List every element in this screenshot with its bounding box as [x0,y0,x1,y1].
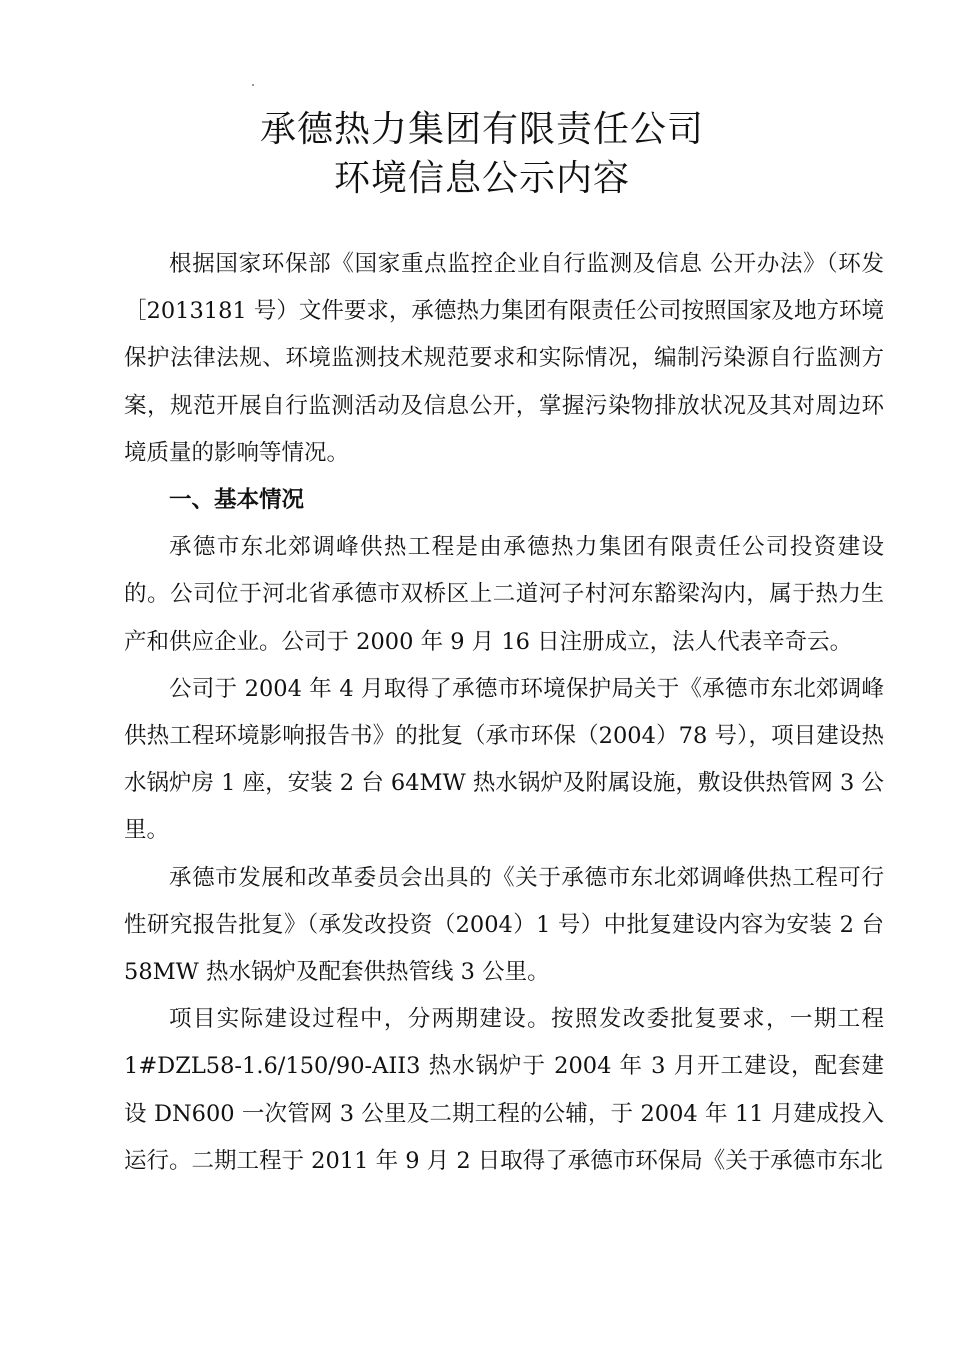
document-title-line-2: 环境信息公示内容 [333,158,630,199]
document-title-line-1: 承德热力集团有限责任公司 [259,109,704,150]
section-heading-basic-info: 一、基本情况 [169,487,305,514]
paragraph-company-overview: 承德市东北郊调峰供热工程是由承德热力集团有限责任公司投资建设的。公司位于河北省承德市双桥区上二道河子村河东豁梁沟内，属于热力生产和供应企业。公司于 2000 年 9 月 16 日注册成立，法人代表辛奇云。 [124,534,884,655]
paragraph-construction-phases: 项目实际建设过程中，分两期建设。按照发改委批复要求，一期工程 1#DZL58-1.6/150/90-AII3 热水锅炉于 2004 年 3 月开工建设，配套建设 DN600 一次管网 3 公里及二期工程的公辅，于 2004 年 11 月建成投入运行。二期工程于 2011 年 9 月 2 日取得了承德市环保局《关于承德市东北 [124,1006,884,1174]
scan-speck [252,84,254,86]
paragraph-eia-approval: 公司于 2004 年 4 月取得了承德市环境保护局关于《承德市东北郊调峰供热工程环境影响报告书》的批复（承市环保（2004）78 号），项目建设热水锅炉房 1 座，安装 2 台 64MW 热水锅炉及附属设施，敷设供热管网 3 公里。 [124,675,884,844]
paragraph-feasibility-approval: 承德市发展和改革委员会出具的《关于承德市东北郊调峰供热工程可行性研究报告批复》（承发改投资（2004）1 号）中批复建设内容为安装 2 台 58MW 热水锅炉及配套供热管线 3 公里。 [124,864,884,986]
document-body [124,241,884,1185]
paragraph-intro: 根据国家环保部《国家重点监控企业自行监测及信息 公开办法》（环发［2013181 号）文件要求，承德热力集团有限责任公司按照国家及地方环境保护法律法规、环境监测技术规范要求和实际情况，编制污染源自行监测方案，规范开展自行监测活动及信息公开，掌握污染物排放状况及其对周边环境质量的影响等情况。 [124,251,884,466]
